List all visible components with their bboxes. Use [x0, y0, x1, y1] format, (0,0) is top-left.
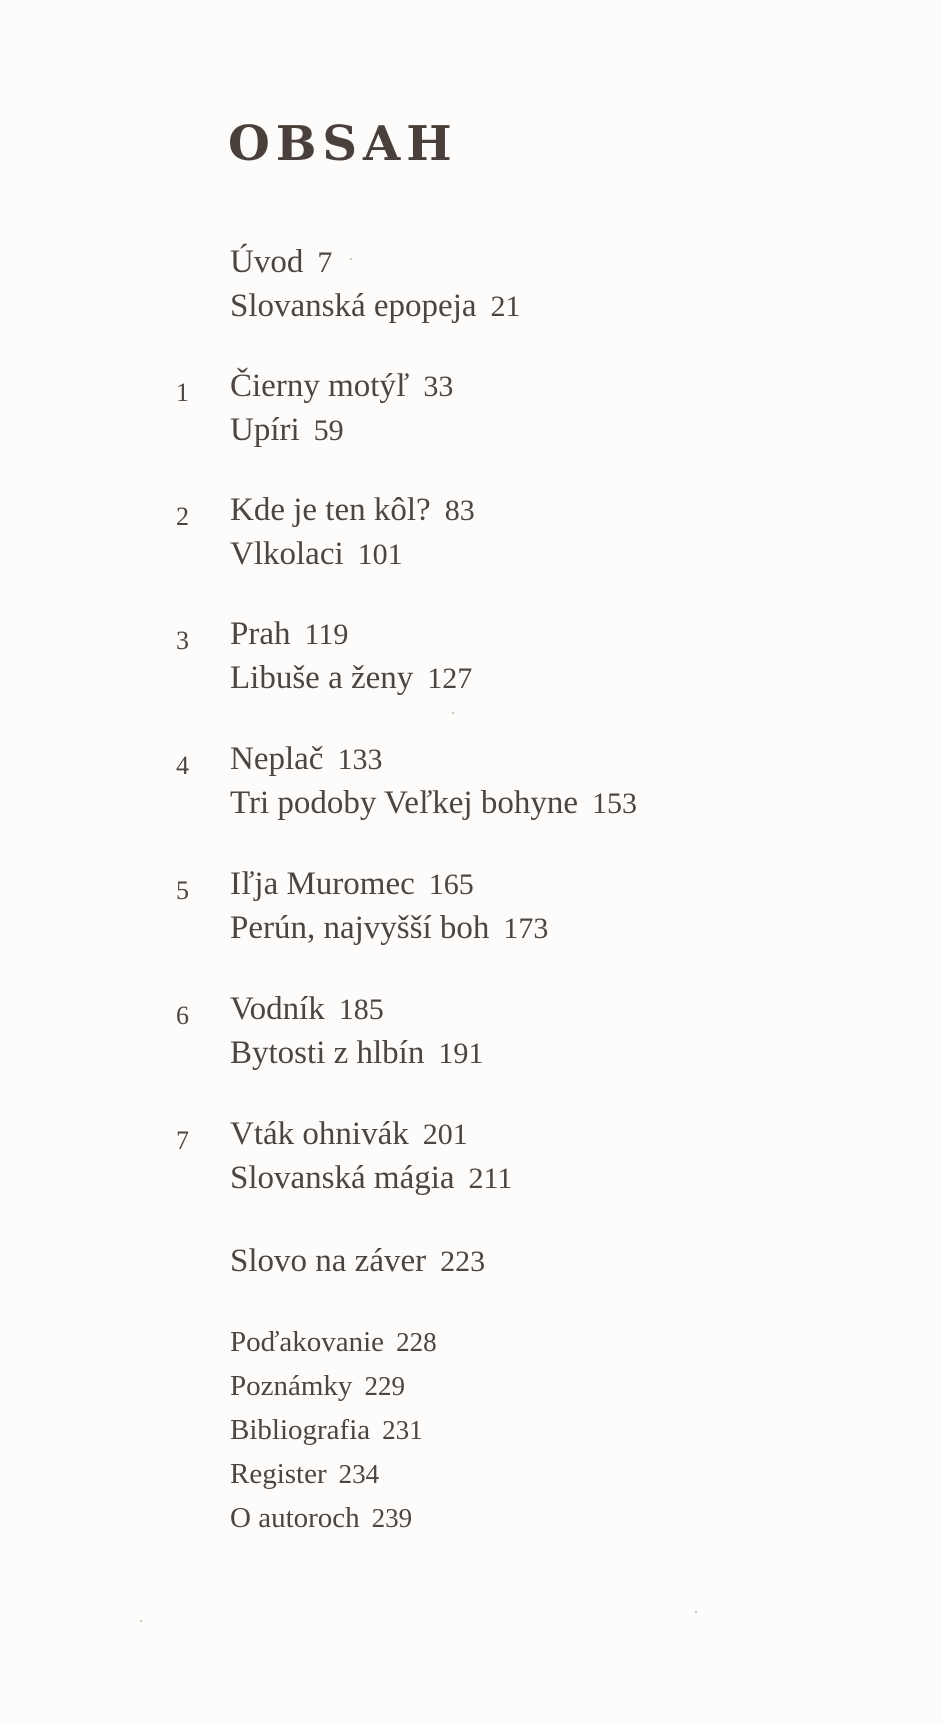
- entry-page: 133: [337, 743, 383, 776]
- entry-title: Slovanská epopeja: [230, 288, 477, 324]
- toc-entry: [230, 781, 637, 826]
- entry-page: 165: [428, 868, 474, 901]
- entry-title: O autoroch: [230, 1502, 360, 1534]
- toc-entry-back-matter: [230, 1320, 437, 1364]
- paper-speck: [350, 258, 352, 260]
- toc-entry-back-matter: [230, 1496, 412, 1540]
- toc-entry: [230, 656, 472, 701]
- entry-title: Vlkolaci: [230, 536, 344, 572]
- toc-entry-conclusion: [230, 1239, 485, 1284]
- chapter-number: 3: [176, 626, 189, 655]
- chapter-number: 2: [176, 502, 189, 531]
- entry-page: 191: [438, 1037, 484, 1070]
- entry-page: 201: [422, 1118, 468, 1151]
- toc-entry-back-matter: [230, 1364, 405, 1408]
- entry-title: Poďakovanie: [230, 1326, 385, 1358]
- entry-title: Slovanská mágia: [230, 1160, 455, 1196]
- entry-title: Vták ohnivák: [230, 1116, 409, 1152]
- toc-entry-back-matter: [230, 1408, 423, 1452]
- entry-title: Poznámky: [230, 1370, 353, 1402]
- chapter-number: 5: [176, 876, 189, 905]
- entry-page: 239: [371, 1503, 413, 1533]
- entry-title: Tri podoby Veľkej bohyne: [230, 785, 578, 821]
- chapter-number: 1: [176, 378, 189, 407]
- entry-page: 231: [382, 1415, 423, 1445]
- toc-entry: [230, 906, 548, 951]
- toc-entry: [230, 1031, 483, 1076]
- toc-entry: [230, 987, 384, 1032]
- entry-title: Iľja Muromec: [230, 866, 415, 902]
- toc-entry: [230, 408, 344, 453]
- entry-page: 234: [338, 1459, 380, 1489]
- entry-title: Vodník: [230, 991, 325, 1027]
- entry-title: Neplač: [230, 741, 324, 777]
- entry-title: Libuše a ženy: [230, 660, 414, 696]
- entry-page: 119: [304, 618, 349, 651]
- entry-page: 83: [444, 494, 475, 527]
- entry-page: 223: [440, 1245, 486, 1278]
- toc-entry-back-matter: [230, 1452, 379, 1496]
- entry-title: Prah: [230, 616, 291, 652]
- entry-page: 101: [357, 538, 403, 571]
- entry-title: Bibliografia: [230, 1414, 371, 1446]
- toc-entry: [230, 532, 403, 577]
- entry-page: 211: [468, 1162, 513, 1195]
- entry-title: Kde je ten kôl?: [230, 492, 431, 528]
- entry-title: Register: [230, 1458, 327, 1490]
- toc-entry-intro: [230, 240, 332, 285]
- entry-page: 153: [592, 787, 637, 820]
- toc-entry: [230, 737, 382, 782]
- entry-title: Bytosti z hlbín: [230, 1035, 425, 1071]
- chapter-number: 4: [176, 751, 189, 780]
- toc-entry: [230, 364, 453, 409]
- toc-entry: [230, 862, 474, 907]
- toc-entry: [230, 488, 475, 533]
- entry-title: Upíri: [230, 412, 300, 448]
- entry-page: 229: [364, 1371, 405, 1401]
- toc-entry: [230, 612, 348, 657]
- paper-speck: [452, 712, 454, 714]
- paper-speck: [695, 1611, 697, 1613]
- entry-page: 33: [423, 370, 454, 403]
- entry-page: 173: [503, 912, 549, 945]
- paper-speck: [140, 1620, 142, 1622]
- toc-entry: [230, 1156, 512, 1201]
- chapter-number: 7: [176, 1126, 189, 1155]
- page-title: OBSAH: [228, 116, 458, 172]
- entry-page: 7: [317, 246, 333, 279]
- entry-title: Úvod: [230, 244, 304, 280]
- entry-page: 185: [338, 993, 384, 1026]
- entry-title: Perún, najvyšší boh: [230, 910, 490, 946]
- entry-page: 59: [313, 414, 344, 447]
- chapter-number: 6: [176, 1001, 189, 1030]
- entry-title: Čierny motýľ: [230, 368, 410, 404]
- toc-entry-epopeja: [230, 284, 521, 329]
- entry-page: 21: [490, 290, 521, 323]
- entry-page: 127: [427, 662, 473, 695]
- entry-title: Slovo na záver: [230, 1243, 427, 1279]
- toc-entry: [230, 1112, 468, 1157]
- entry-page: 228: [396, 1327, 437, 1357]
